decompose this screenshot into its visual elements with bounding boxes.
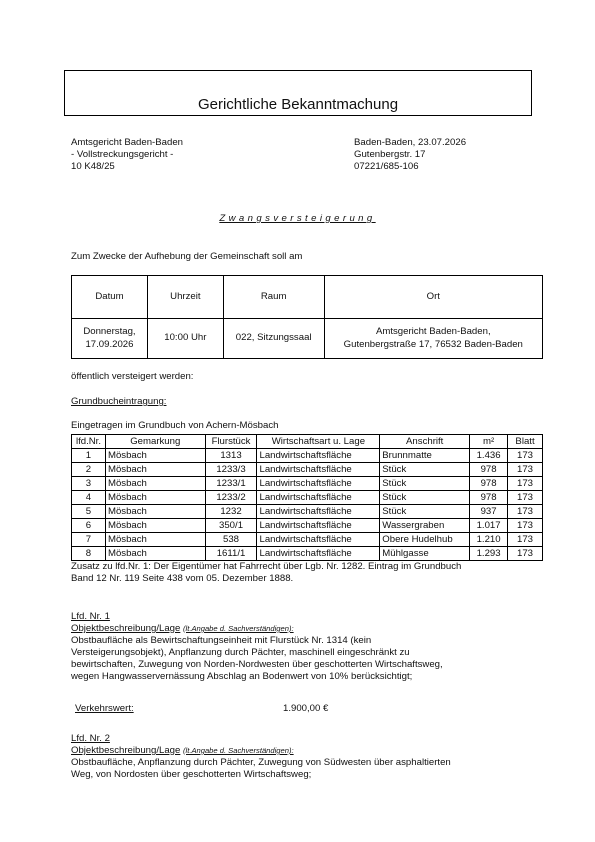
court-department: - Vollstreckungsgericht - — [71, 149, 174, 160]
court-phone: 07221/685-106 — [354, 161, 419, 172]
cell-lfdnr: 1 — [72, 449, 106, 463]
cell-anschrift: Stück — [380, 491, 470, 505]
lfd2-desc-line: Obstbaufläche, Anpflanzung durch Pächter, Zuwegung von Südwesten über asphaltierten — [71, 757, 451, 768]
court-name: Amtsgericht Baden-Baden — [71, 137, 183, 148]
lfd1-obj-label: Objektbeschreibung/Lage — [71, 623, 181, 634]
parcel-header-row — [72, 435, 543, 449]
auction-heading: Zwangsversteigerung — [219, 213, 376, 224]
lfd2-obj-heading — [71, 745, 451, 757]
cell-blatt: 173 — [508, 547, 543, 561]
cell-gemarkung: Mösbach — [105, 449, 205, 463]
table-row — [72, 519, 543, 533]
cell-gemarkung: Mösbach — [105, 463, 205, 477]
cell-blatt: 173 — [508, 449, 543, 463]
cell-flurstueck: 538 — [205, 533, 257, 547]
cell-lfdnr: 7 — [72, 533, 106, 547]
cell-anschrift: Obere Hudelhub — [380, 533, 470, 547]
cell-lfdnr: 6 — [72, 519, 106, 533]
table-row — [72, 463, 543, 477]
title-box — [64, 70, 532, 116]
appointment-row — [72, 319, 543, 359]
place-date-block — [354, 137, 466, 173]
cell-wirtschaftsart: Landwirtschaftsfläche — [257, 463, 380, 477]
lfd2-obj-label: Objektbeschreibung/Lage — [71, 745, 181, 756]
header-raum: Raum — [223, 276, 324, 319]
table-row — [72, 491, 543, 505]
cell-flaeche: 978 — [470, 463, 508, 477]
cell-flurstueck: 1232 — [205, 505, 257, 519]
cell-blatt: 173 — [508, 491, 543, 505]
cell-raum: 022, Sitzungssaal — [223, 319, 324, 359]
court-block — [71, 137, 183, 173]
cell-flurstueck: 1233/3 — [205, 463, 257, 477]
col-lfdnr: lfd.Nr. — [72, 435, 106, 449]
cell-anschrift: Stück — [380, 463, 470, 477]
lfd1-desc-line: wegen Hangwasservernässung Abschlag an Bodenwert von 10% berücksichtigt; — [71, 671, 413, 682]
page-title: Gerichtliche Bekanntmachung — [197, 96, 399, 113]
header-ort: Ort — [324, 276, 542, 319]
cell-blatt: 173 — [508, 505, 543, 519]
after-table-text: öffentlich versteigert werden: — [71, 371, 194, 382]
col-gemarkung: Gemarkung — [105, 435, 205, 449]
cell-lfdnr: 8 — [72, 547, 106, 561]
cell-blatt: 173 — [508, 519, 543, 533]
header-datum: Datum — [72, 276, 148, 319]
lfd1-desc-line: Obstbaufläche als Bewirtschaftungseinheit mit Flurstück Nr. 1314 (kein — [71, 635, 372, 646]
note-block — [71, 561, 461, 585]
col-blatt: Blatt — [508, 435, 543, 449]
cell-gemarkung: Mösbach — [105, 491, 205, 505]
table-row — [72, 505, 543, 519]
cell-flaeche: 1.436 — [470, 449, 508, 463]
cell-flaeche: 1.293 — [470, 547, 508, 561]
appointment-table — [71, 275, 543, 359]
cell-lfdnr: 4 — [72, 491, 106, 505]
cell-gemarkung: Mösbach — [105, 533, 205, 547]
appointment-header-row — [72, 276, 543, 319]
cell-wirtschaftsart: Landwirtschaftsfläche — [257, 547, 380, 561]
cell-lfdnr: 5 — [72, 505, 106, 519]
lfd1-value-label: Verkehrswert: — [75, 703, 134, 714]
cell-wirtschaftsart: Landwirtschaftsfläche — [257, 505, 380, 519]
cell-blatt: 173 — [508, 533, 543, 547]
col-anschrift: Anschrift — [380, 435, 470, 449]
cell-lfdnr: 2 — [72, 463, 106, 477]
cell-datum — [72, 319, 148, 359]
cell-wirtschaftsart: Landwirtschaftsfläche — [257, 477, 380, 491]
cell-anschrift: Mühlgasse — [380, 547, 470, 561]
cell-wirtschaftsart: Landwirtschaftsfläche — [257, 533, 380, 547]
lfd1-section — [71, 611, 443, 683]
cell-flaeche: 1.210 — [470, 533, 508, 547]
place-date: Baden-Baden, 23.07.2026 — [354, 137, 467, 148]
note-line: Band 12 Nr. 119 Seite 438 vom 05. Dezember 1888. — [71, 573, 294, 584]
datum-weekday: Donnerstag, — [83, 326, 136, 337]
cell-ort — [324, 319, 542, 359]
cell-wirtschaftsart: Landwirtschaftsfläche — [257, 491, 380, 505]
col-flurstueck: Flurstück — [205, 435, 257, 449]
cell-flurstueck: 1233/2 — [205, 491, 257, 505]
cell-uhrzeit: 10:00 Uhr — [147, 319, 223, 359]
col-flaeche: m² — [470, 435, 508, 449]
table-row — [72, 449, 543, 463]
ort-line1: Amtsgericht Baden-Baden, — [375, 326, 491, 337]
cell-flurstueck: 1233/1 — [205, 477, 257, 491]
cell-anschrift: Wassergraben — [380, 519, 470, 533]
col-wirtschaftsart: Wirtschaftsart u. Lage — [257, 435, 380, 449]
lfd2-desc-line: Weg, von Nordosten über geschotterten Wirtschaftsweg; — [71, 769, 312, 780]
lfd1-obj-heading — [71, 623, 443, 635]
cell-flaeche: 978 — [470, 491, 508, 505]
lfd2-obj-note: (lt.Angabe d. Sachverständigen): — [183, 746, 294, 755]
parcel-table — [71, 434, 543, 561]
ort-line2: Gutenbergstraße 17, 76532 Baden-Baden — [343, 338, 523, 350]
cell-anschrift: Brunnmatte — [380, 449, 470, 463]
case-number: 10 K48/25 — [71, 161, 115, 172]
header-uhrzeit: Uhrzeit — [147, 276, 223, 319]
court-address: Gutenbergstr. 17 — [354, 149, 426, 160]
cell-wirtschaftsart: Landwirtschaftsfläche — [257, 519, 380, 533]
cell-flurstueck: 350/1 — [205, 519, 257, 533]
lfd1-obj-note: (lt.Angabe d. Sachverständigen): — [183, 624, 294, 633]
cell-gemarkung: Mösbach — [105, 519, 205, 533]
datum-date: 17.09.2026 — [85, 338, 134, 350]
lfd1-desc-line: bewirtschaften, Zuwegung von Norden-Nordwesten über geschotterten Wirtschaftsweg, — [71, 659, 443, 670]
grundbuch-heading: Grundbucheintragung: — [71, 396, 167, 407]
cell-gemarkung: Mösbach — [105, 505, 205, 519]
cell-flurstueck: 1313 — [205, 449, 257, 463]
cell-flaeche: 937 — [470, 505, 508, 519]
lfd2-section — [71, 733, 451, 781]
lfd2-heading: Lfd. Nr. 2 — [71, 733, 110, 744]
cell-blatt: 173 — [508, 463, 543, 477]
cell-flaeche: 1.017 — [470, 519, 508, 533]
grundbuch-intro: Eingetragen im Grundbuch von Achern-Mösbach — [71, 420, 279, 431]
cell-wirtschaftsart: Landwirtschaftsfläche — [257, 449, 380, 463]
cell-gemarkung: Mösbach — [105, 547, 205, 561]
cell-lfdnr: 3 — [72, 477, 106, 491]
cell-gemarkung: Mösbach — [105, 477, 205, 491]
lfd1-value: 1.900,00 € — [283, 703, 329, 714]
cell-anschrift: Stück — [380, 477, 470, 491]
table-row — [72, 477, 543, 491]
intro-text: Zum Zwecke der Aufhebung der Gemeinschaft soll am — [71, 251, 303, 262]
cell-blatt: 173 — [508, 477, 543, 491]
lfd1-desc-line: Versteigerungsobjekt), Anpflanzung durch Pächter, maschinell eingeschränkt zu — [71, 647, 410, 658]
cell-anschrift: Stück — [380, 505, 470, 519]
cell-flurstueck: 1611/1 — [205, 547, 257, 561]
cell-flaeche: 978 — [470, 477, 508, 491]
table-row — [72, 533, 543, 547]
note-line: Zusatz zu lfd.Nr. 1: Der Eigentümer hat Fahrrecht über Lgb. Nr. 1282. Eintrag im Grundbuch — [71, 561, 462, 572]
lfd1-heading: Lfd. Nr. 1 — [71, 611, 110, 622]
table-row — [72, 547, 543, 561]
